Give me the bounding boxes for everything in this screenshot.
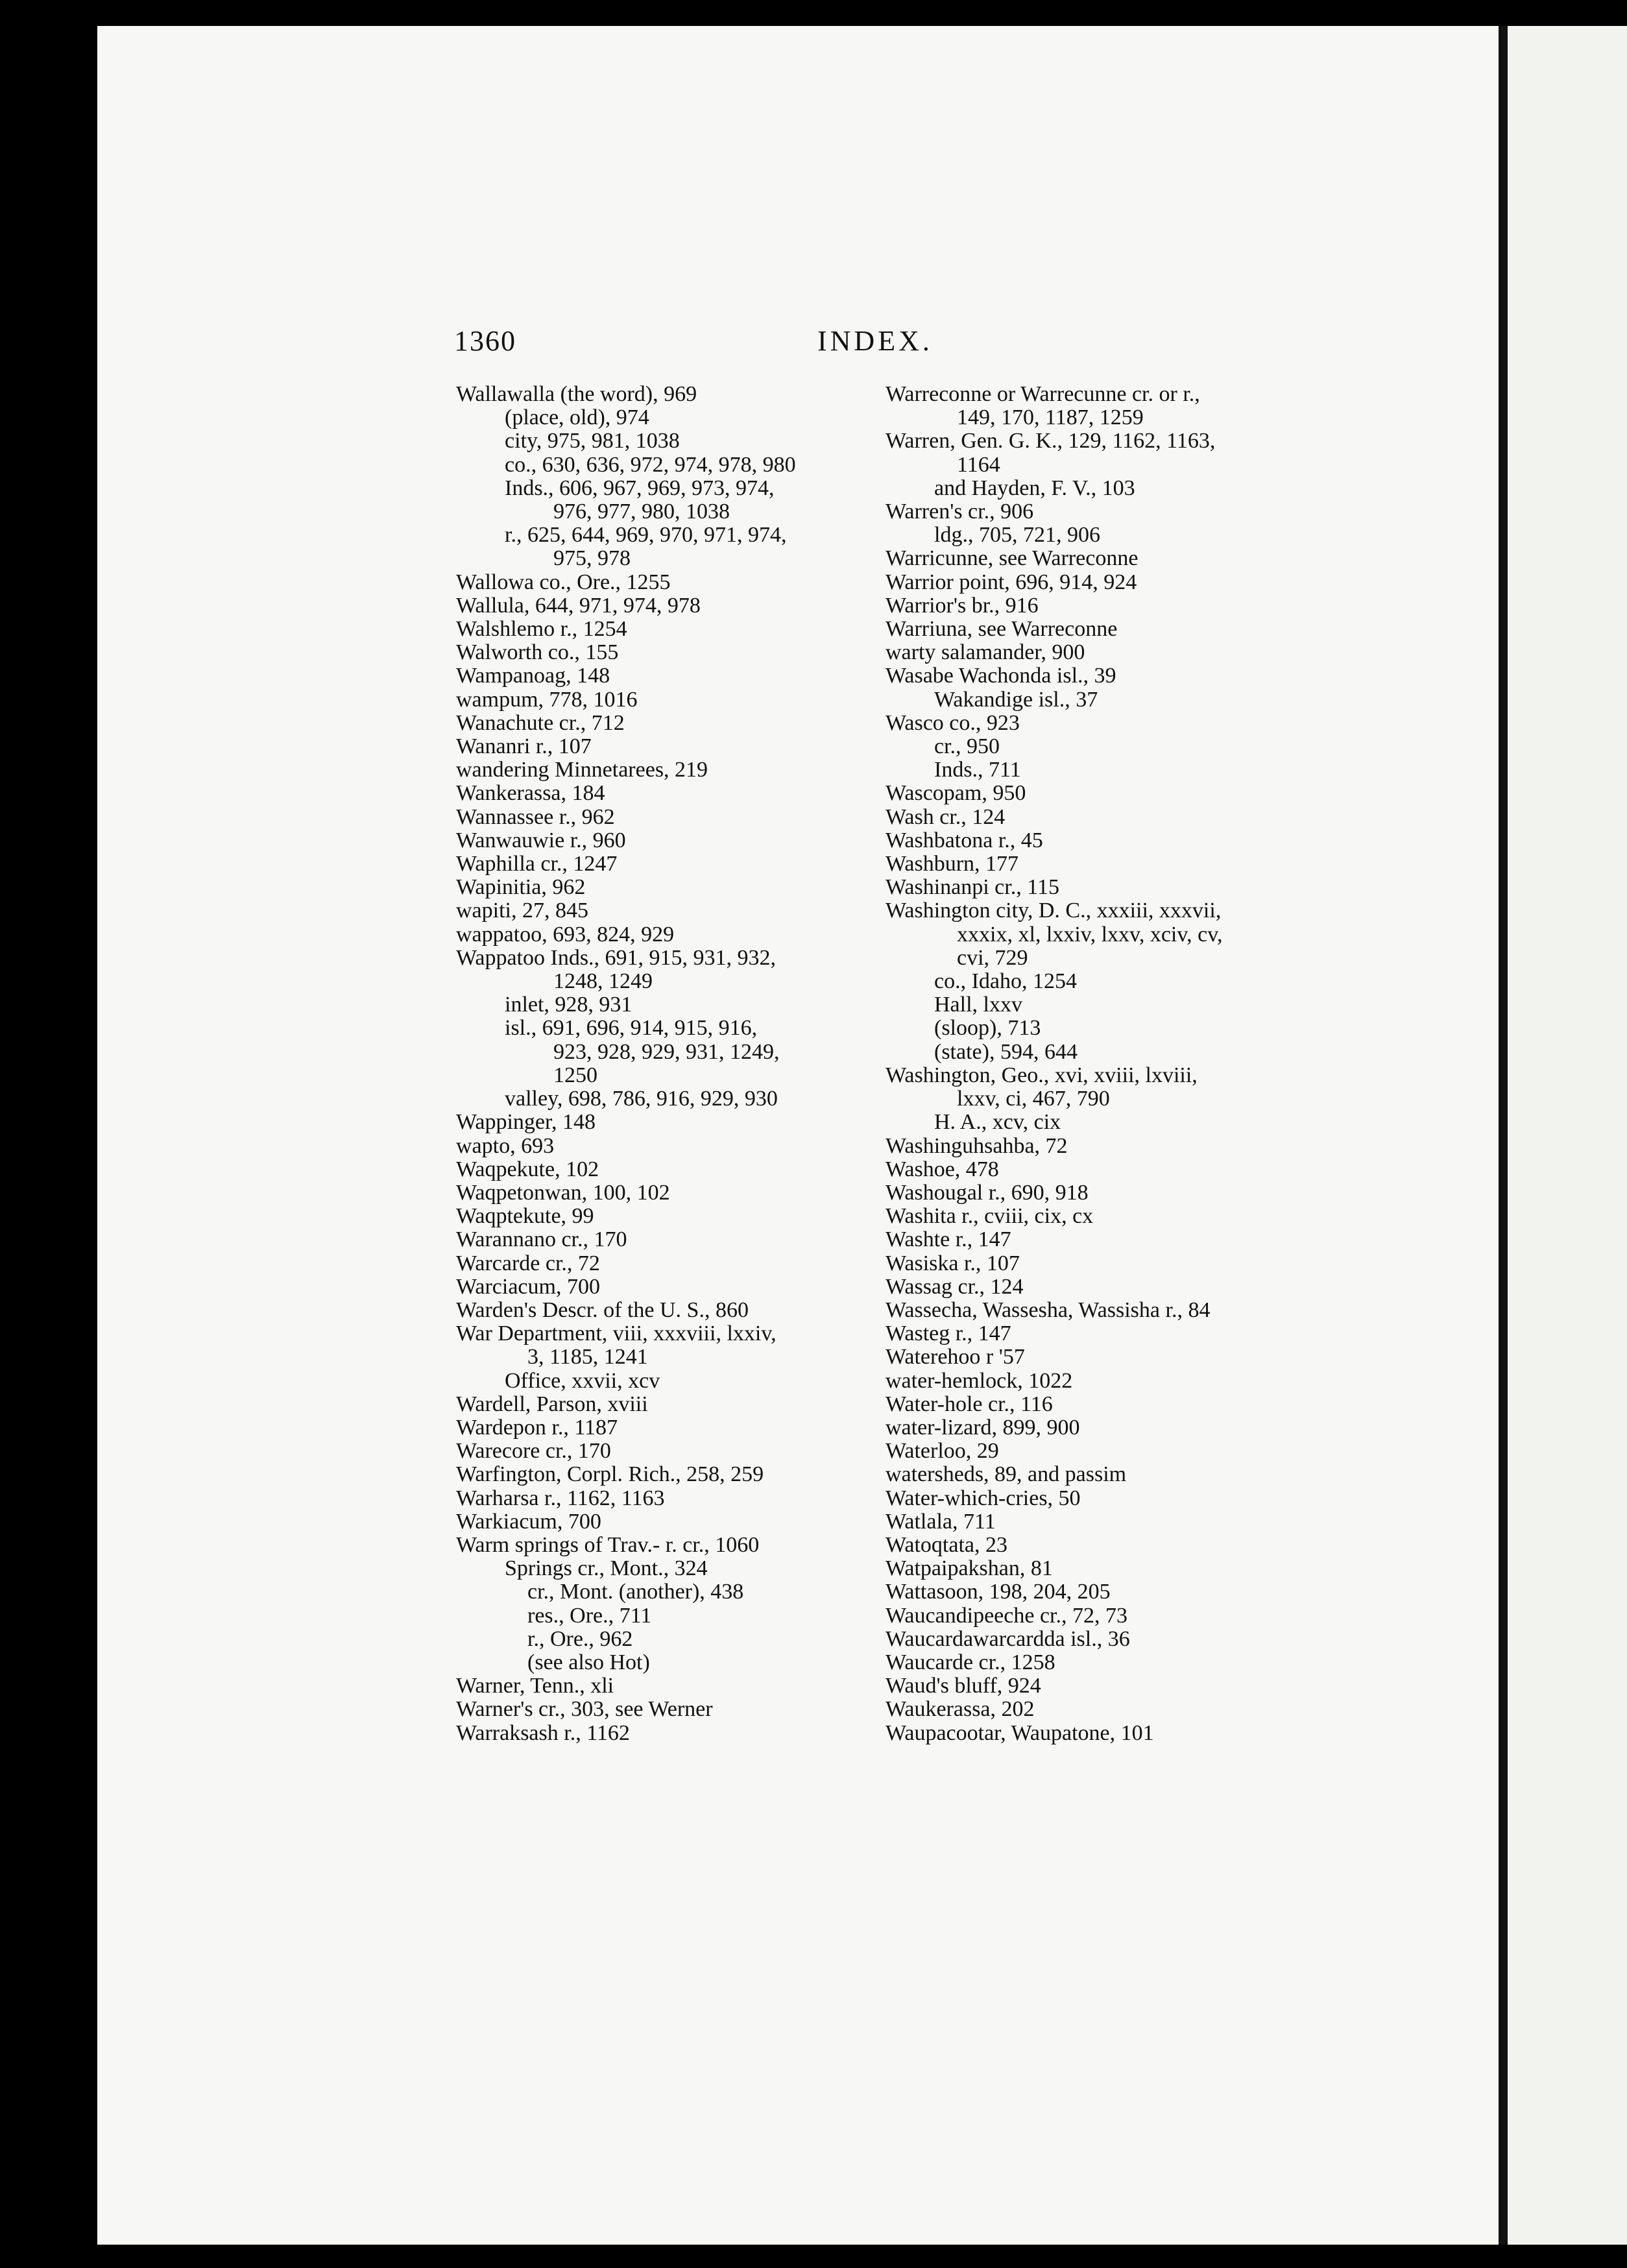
index-entry: Watlala, 711	[886, 1509, 996, 1534]
index-entry: Hall, lxxv	[934, 993, 1022, 1017]
index-entry: Warkiacum, 700	[456, 1509, 601, 1534]
index-entry: 1164	[957, 452, 1000, 477]
index-entry: Walshlemo r., 1254	[456, 617, 627, 642]
index-entry: Washington, Geo., xvi, xviii, lxviii,	[886, 1063, 1198, 1087]
index-entry: Wassecha, Wassesha, Wassisha r., 84	[886, 1297, 1211, 1322]
index-entry: Warm springs of Trav.- r. cr., 1060	[456, 1532, 760, 1557]
index-entry: Warren's cr., 906	[886, 500, 1034, 524]
index-entry: Wananri r., 107	[456, 734, 592, 759]
index-entry: Warcarde cr., 72	[456, 1251, 600, 1275]
index-entry: 976, 977, 980, 1038	[553, 500, 730, 524]
index-entry: wapto, 693	[456, 1133, 555, 1158]
index-entry: Waqpetonwan, 100, 102	[456, 1180, 670, 1205]
index-entry: Waterloo, 29	[886, 1439, 999, 1464]
index-entry: Warner's cr., 303, see Werner	[456, 1697, 713, 1722]
index-entry: Wannassee r., 962	[456, 804, 615, 829]
index-entry: Watpaipakshan, 81	[886, 1556, 1053, 1581]
index-entry: Warren, Gen. G. K., 129, 1162, 1163,	[886, 429, 1216, 453]
index-entry: 975, 978	[553, 546, 631, 571]
index-entry: Waupacootar, Waupatone, 101	[886, 1720, 1154, 1745]
index-entry: Waukerassa, 202	[886, 1697, 1035, 1722]
index-entry: Warciacum, 700	[456, 1274, 600, 1299]
index-entry: cr., Mont. (another), 438	[527, 1580, 744, 1604]
index-entry: Washte r., 147	[886, 1227, 1011, 1252]
index-entry: Warner, Tenn., xli	[456, 1674, 614, 1698]
page-header	[454, 324, 1284, 376]
index-entry: city, 975, 981, 1038	[505, 429, 680, 453]
index-entry: Wasabe Wachonda isl., 39	[886, 664, 1116, 688]
index-entry: Wappatoo Inds., 691, 915, 931, 932,	[456, 945, 777, 970]
index-entry: Warraksash r., 1162	[456, 1720, 630, 1745]
index-entry: Waqptekute, 99	[456, 1204, 594, 1229]
index-entry: lxxv, ci, 467, 790	[957, 1087, 1110, 1111]
index-entry: Wapinitia, 962	[456, 875, 586, 900]
index-entry: Wash cr., 124	[886, 804, 1006, 829]
index-entry: Waterehoo r '57	[886, 1345, 1025, 1369]
index-entry: Warecore cr., 170	[456, 1439, 611, 1464]
index-entry: Warden's Descr. of the U. S., 860	[456, 1297, 749, 1322]
index-entry: Warharsa r., 1162, 1163	[456, 1486, 665, 1510]
index-entry: Waud's bluff, 924	[886, 1674, 1041, 1698]
index-entry: water-lizard, 899, 900	[886, 1415, 1080, 1440]
index-entry: Inds., 606, 967, 969, 973, 974,	[505, 476, 775, 500]
index-entry: Washoe, 478	[886, 1157, 999, 1181]
index-entry: (place, old), 974	[505, 405, 649, 430]
index-entry: co., 630, 636, 972, 974, 978, 980	[505, 452, 796, 477]
index-entry: Wattasoon, 198, 204, 205	[886, 1580, 1111, 1604]
index-entry: Wardell, Parson, xviii	[456, 1392, 648, 1416]
index-column-right	[886, 383, 1283, 1745]
index-entry: cr., 950	[934, 734, 1000, 759]
index-entry: Wallula, 644, 971, 974, 978	[456, 593, 701, 618]
index-entry: Inds., 711	[934, 758, 1021, 782]
index-entry: Wasiska r., 107	[886, 1251, 1020, 1275]
index-entry: res., Ore., 711	[527, 1603, 652, 1628]
index-entry: Waucandipeeche cr., 72, 73	[886, 1603, 1127, 1628]
index-entry: 3, 1185, 1241	[527, 1345, 648, 1369]
index-entry: Wanwauwie r., 960	[456, 828, 626, 852]
index-entry: 149, 170, 1187, 1259	[957, 405, 1144, 430]
index-entry: Warricunne, see Warreconne	[886, 546, 1139, 571]
index-entry: Warfington, Corpl. Rich., 258, 259	[456, 1462, 764, 1487]
index-entry: 1250	[553, 1063, 597, 1087]
index-entry: valley, 698, 786, 916, 929, 930	[505, 1087, 778, 1111]
index-entry: ldg., 705, 721, 906	[934, 523, 1100, 548]
index-entry: War Department, viii, xxxviii, lxxiv,	[456, 1321, 777, 1346]
index-entry: wandering Minnetarees, 219	[456, 758, 708, 782]
index-entry: 1248, 1249	[553, 969, 653, 994]
index-entry: cvi, 729	[957, 945, 1028, 970]
index-entry: Wakandige isl., 37	[934, 687, 1098, 712]
index-entry: Wampanoag, 148	[456, 664, 610, 688]
index-entry: (state), 594, 644	[934, 1039, 1078, 1064]
index-entry: Warriuna, see Warreconne	[886, 617, 1118, 642]
page-number: 1360	[454, 325, 516, 357]
index-entry: Washita r., cviii, cix, cx	[886, 1204, 1094, 1229]
index-entry: Watoqtata, 23	[886, 1532, 1007, 1557]
index-entry: Wardepon r., 1187	[456, 1415, 618, 1440]
index-entry: Walworth co., 155	[456, 640, 619, 665]
index-entry: Water-hole cr., 116	[886, 1392, 1053, 1416]
index-entry: isl., 691, 696, 914, 915, 916,	[505, 1016, 758, 1041]
index-entry: Washbatona r., 45	[886, 828, 1043, 852]
index-entry: Wappinger, 148	[456, 1110, 596, 1135]
index-entry: Waucardawarcardda isl., 36	[886, 1626, 1130, 1651]
page-title: INDEX.	[817, 325, 933, 357]
index-entry: 923, 928, 929, 931, 1249,	[553, 1039, 780, 1064]
index-entry: Waqpekute, 102	[456, 1157, 599, 1181]
index-entry: warty salamander, 900	[886, 640, 1085, 665]
index-entry: wappatoo, 693, 824, 929	[456, 922, 675, 947]
index-entry: r., 625, 644, 969, 970, 971, 974,	[505, 523, 787, 548]
index-entry: Springs cr., Mont., 324	[505, 1556, 708, 1581]
index-entry: and Hayden, F. V., 103	[934, 476, 1135, 500]
index-entry: Waucarde cr., 1258	[886, 1650, 1055, 1674]
index-entry: water-hemlock, 1022	[886, 1368, 1073, 1393]
index-entry: wampum, 778, 1016	[456, 687, 638, 712]
index-entry: Washburn, 177	[886, 852, 1019, 876]
index-entry: Wallawalla (the word), 969	[456, 382, 697, 406]
index-entry: (sloop), 713	[934, 1016, 1041, 1041]
index-entry: Washinanpi cr., 115	[886, 875, 1059, 900]
facing-page-edge	[1499, 26, 1627, 2245]
index-entry: Washington city, D. C., xxxiii, xxxvii,	[886, 899, 1222, 923]
index-entry: (see also Hot)	[527, 1650, 650, 1674]
index-entry: Water-which-cries, 50	[886, 1486, 1081, 1510]
index-entry: Warrior point, 696, 914, 924	[886, 570, 1137, 594]
index-entry: Wasteg r., 147	[886, 1321, 1011, 1346]
index-entry: Office, xxvii, xcv	[505, 1368, 660, 1393]
index-entry: r., Ore., 962	[527, 1626, 633, 1651]
index-entry: Washougal r., 690, 918	[886, 1180, 1089, 1205]
index-entry: Wassag cr., 124	[886, 1274, 1024, 1299]
index-entry: Wallowa co., Ore., 1255	[456, 570, 671, 594]
index-entry: H. A., xcv, cix	[934, 1110, 1061, 1135]
index-entry: Waphilla cr., 1247	[456, 852, 618, 876]
index-entry: co., Idaho, 1254	[934, 969, 1078, 994]
index-entry: wapiti, 27, 845	[456, 899, 588, 923]
index-entry: inlet, 928, 931	[505, 993, 633, 1017]
index-entry: Wascopam, 950	[886, 781, 1026, 806]
index-entry: Warannano cr., 170	[456, 1227, 627, 1252]
index-entry: Warrior's br., 916	[886, 593, 1039, 618]
index-entry: Wankerassa, 184	[456, 781, 605, 806]
index-entry: Washinguhsahba, 72	[886, 1133, 1068, 1158]
index-entry: watersheds, 89, and passim	[886, 1462, 1127, 1487]
index-entry: Warreconne or Warrecunne cr. or r.,	[886, 382, 1200, 406]
index-entry: xxxix, xl, lxxiv, lxxv, xciv, cv,	[957, 922, 1223, 947]
index-entry: Wasco co., 923	[886, 710, 1020, 735]
index-column-left	[456, 383, 858, 1745]
index-entry: Wanachute cr., 712	[456, 710, 625, 735]
